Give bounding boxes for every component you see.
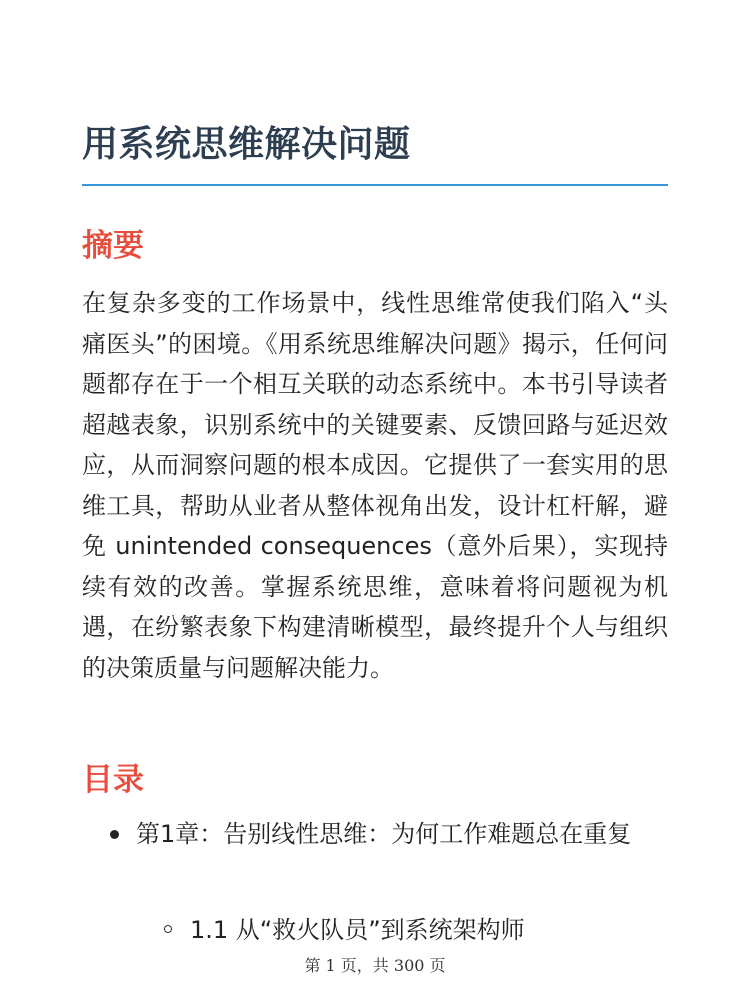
bullet-icon (110, 830, 119, 839)
abstract-heading: 摘要 (82, 228, 144, 264)
document-title: 用系统思维解决问题 (82, 124, 411, 165)
hollow-bullet-icon (164, 925, 172, 933)
page-number-footer: 第 1 页，共 300 页 (304, 956, 446, 975)
title-divider (82, 184, 668, 186)
toc-item-label: 第1章：告别线性思维：为何工作难题总在重复 (136, 820, 632, 848)
toc-heading: 目录 (82, 762, 144, 798)
toc-subitem-label: 1.1 从“救火队员”到系统架构师 (190, 916, 525, 944)
abstract-paragraph: 在复杂多变的工作场景中，线性思维常使我们陷入“头痛医头”的困境。《用系统思维解决问题》揭示，任何问题都存在于一个相互关联的动态系统中。本书引导读者超越表象，识别系统中的关键要素、反馈回路与延迟效应，从而洞察问题的根本成因。它提供了一套实用的思维工具，帮助从业者从整体视角出发，设计杠杆解，避免 unintended consequences（意外后果），实现持续有效的改善。掌握系统思维，意味着将问题视为机遇，在纷繁表象下构建清晰模型，最终提升个人与组织的决策质量与问题解决能力。 (82, 289, 668, 682)
